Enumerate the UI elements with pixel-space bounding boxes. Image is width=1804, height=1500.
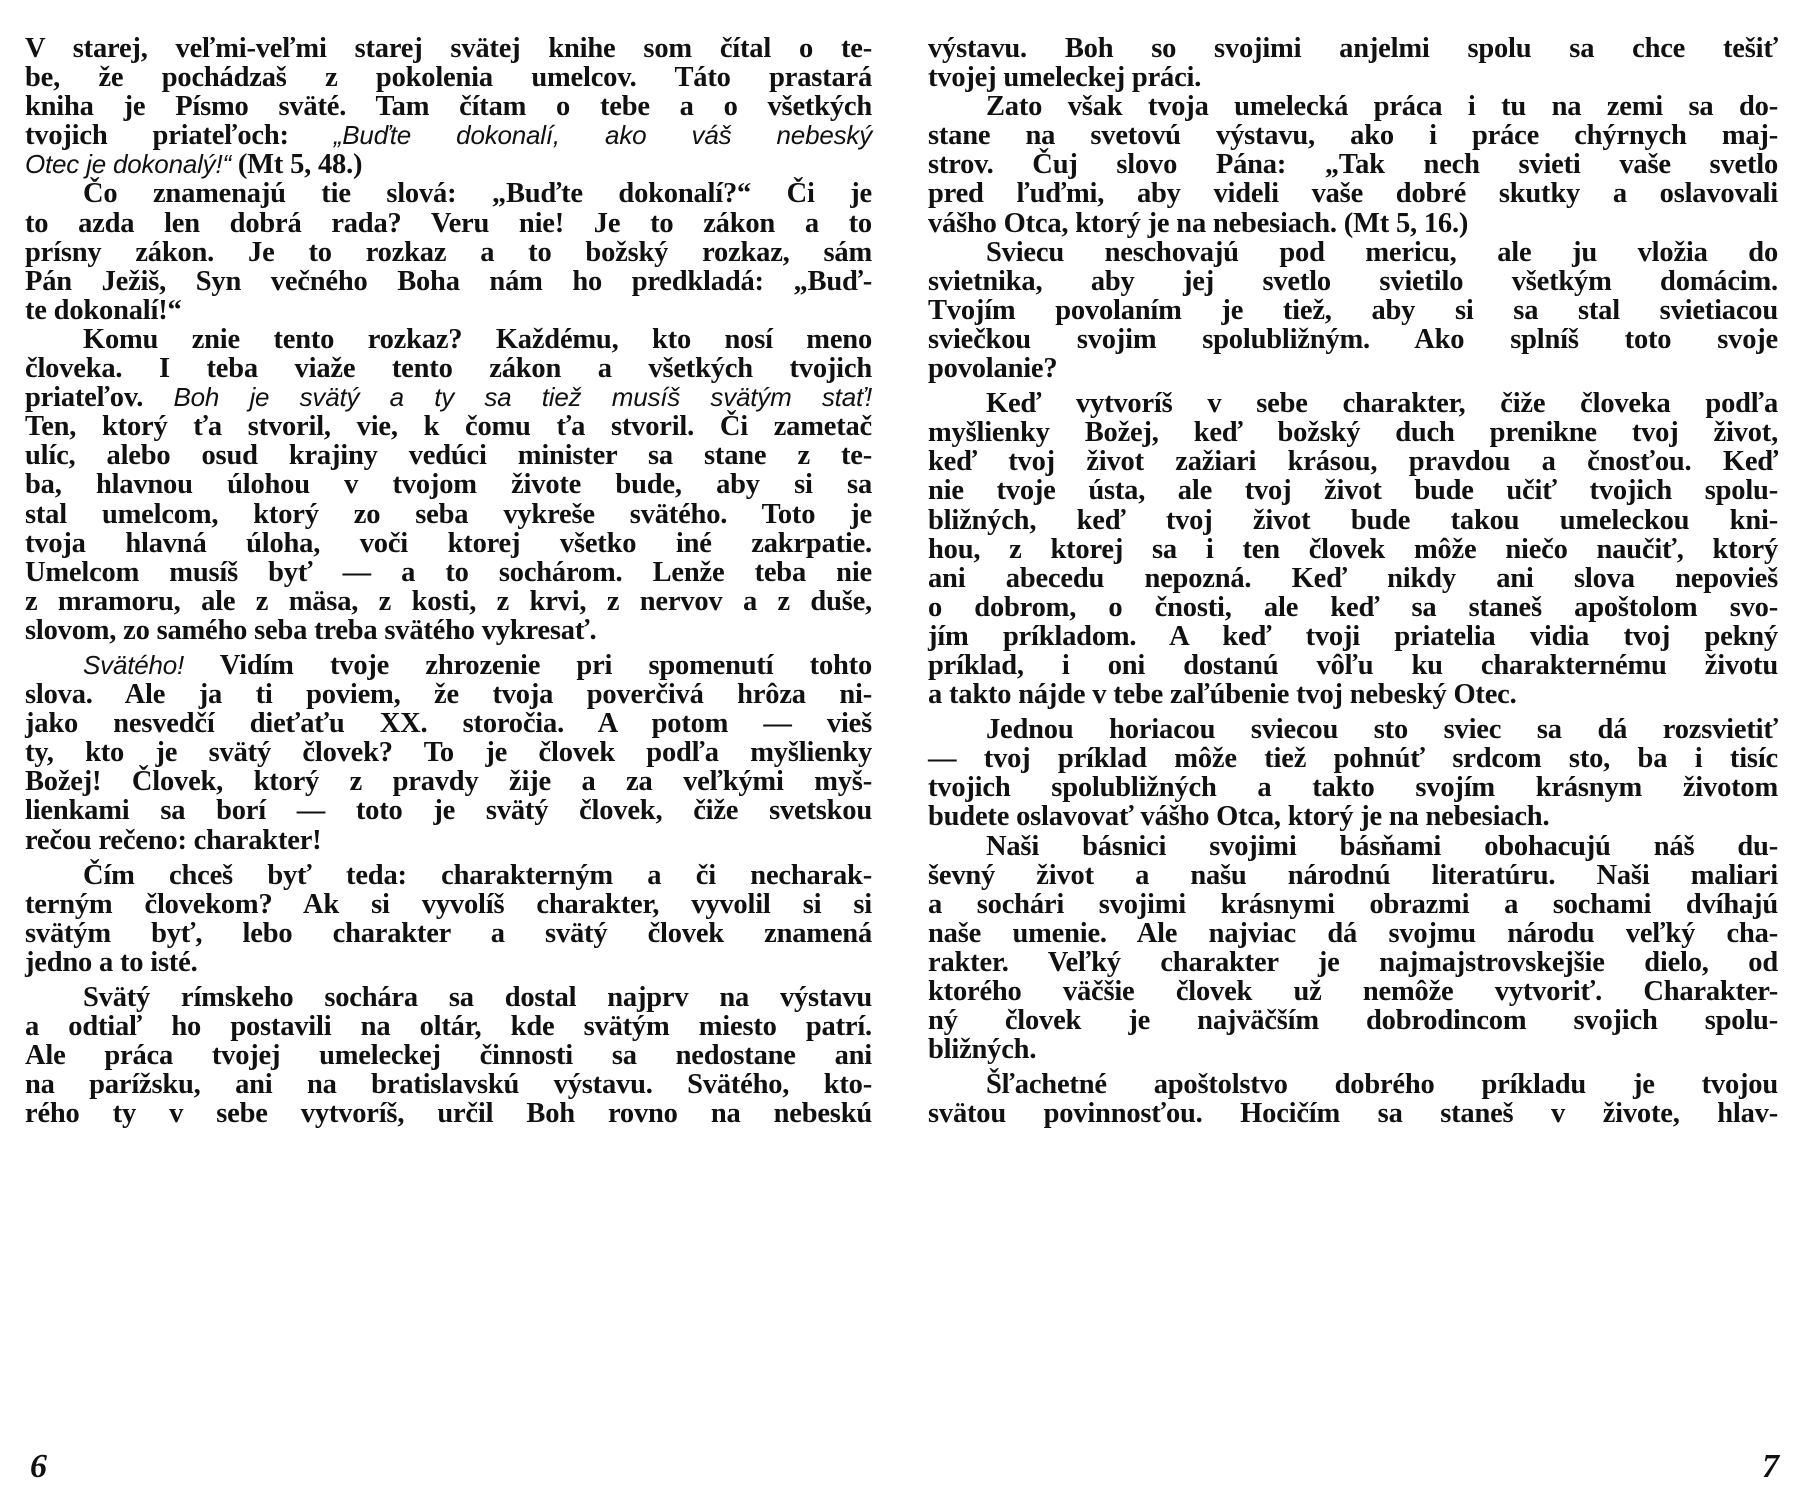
text-line (928, 1070, 1778, 1099)
text-line (928, 715, 1778, 744)
text-run: svätým byť, lebo charakter a svätý človek znamená (25, 917, 872, 949)
paragraph (25, 983, 872, 1128)
text-line (25, 63, 872, 92)
text-line (928, 861, 1778, 890)
text-line (928, 63, 1778, 92)
text-run: ani abecedu nepozná. Keď nikdy ani slova nepovieš (928, 562, 1778, 594)
text-run: te dokonalí!“ (25, 294, 182, 326)
text-run: vášho Otca, ktorý je na nebesiach. (Mt 5, 16.) (928, 207, 1469, 239)
text-line (928, 267, 1778, 296)
text-line (25, 1070, 872, 1099)
text-run: tvojich spolubližných a takto svojím krásnym životom (928, 772, 1778, 804)
text-line (25, 1012, 872, 1041)
text-run: jako nesvedčí dieťaťu XX. storočia. A potom — vieš (25, 708, 872, 740)
text-line (25, 616, 872, 645)
text-run: sviečkou svojim spolubližným. Ako splníš toto svoje (928, 323, 1778, 355)
text-run: myšlienky Božej, keď božský duch prenikne tvoj život, (928, 417, 1778, 449)
text-run: slovom, zo samého seba treba svätého vykresať. (25, 614, 597, 646)
text-run: ba, hlavnou úlohou v tvojom živote bude, aby si sa (25, 469, 872, 501)
italic-run: „Buďte dokonalí, ako váš nebeský (333, 120, 872, 151)
text-line (25, 296, 872, 325)
text-run: stane na svetovú výstavu, ako i práce chýrnych maj- (928, 120, 1778, 152)
text-line (25, 150, 872, 179)
text-run: tvojich priateľoch: (25, 120, 334, 152)
text-line (25, 890, 872, 919)
text-line (928, 179, 1778, 208)
paragraph (928, 715, 1778, 831)
text-line (928, 238, 1778, 267)
text-run: Umelcom musíš byť — a to sochárom. Lenže teba nie (25, 556, 872, 588)
text-run: jím príkladom. A keď tvoji priatelia vidia tvoj pekný (928, 620, 1778, 652)
text-line (928, 447, 1778, 476)
text-run: človeka. I teba viaže tento zákon a všetkých tvojich (25, 353, 872, 385)
text-run: terným človekom? Ak si vyvolíš charakter, vyvolil si si (25, 888, 872, 920)
text-run: bližných, keď tvoj život bude takou umeleckou kni- (928, 504, 1778, 536)
text-run: Zato však tvoja umelecká práca i tu na zemi sa do- (986, 91, 1778, 123)
text-run: Ale práca tvojej umeleckej činnosti sa nedostane ani (25, 1040, 872, 1072)
text-run: a sochári svojimi krásnymi obrazmi a sochami dvíhajú (928, 888, 1778, 920)
text-run: naše umenie. Ale najviac dá svojmu národu veľký cha- (928, 917, 1778, 949)
text-line (25, 738, 872, 767)
text-line (928, 325, 1778, 354)
text-line (25, 861, 872, 890)
text-line (928, 890, 1778, 919)
text-run: výstavu. Boh so svojimi anjelmi spolu sa chce tešiť (928, 33, 1778, 64)
text-run: slova. Ale ja ti poviem, že tvoja poverčivá hrôza ni- (25, 679, 872, 711)
text-run: budete oslavovať vášho Otca, ktorý je na nebesiach. (928, 801, 1550, 833)
text-line (928, 622, 1778, 651)
text-run: a odtiaľ ho postavili na oltár, kde svätým miesto patrí. (25, 1011, 872, 1043)
text-line (25, 796, 872, 825)
text-line (928, 564, 1778, 593)
text-line (25, 209, 872, 238)
text-run: stal umelcom, ktorý zo seba vykreše svätého. Toto je (25, 498, 872, 530)
text-line (25, 121, 872, 150)
text-line (928, 948, 1778, 977)
text-line (928, 773, 1778, 802)
text-run: rého ty v sebe vytvoríš, určil Boh rovno na nebeskú (25, 1098, 872, 1130)
text-run: Čo znamenajú tie slová: „Buďte dokonalí?“ Či je (83, 178, 872, 210)
text-run: rakter. Veľký charakter je najmajstrovskejšie dielo, od (928, 946, 1778, 978)
text-run: Šľachetné apoštolstvo dobrého príkladu je tvojou (986, 1069, 1778, 1101)
text-run: Čím chceš byť teda: charakterným a či necharak- (83, 859, 872, 891)
italic-run: Otec je dokonalý!“ (25, 149, 231, 180)
text-line (25, 383, 872, 412)
paragraph (928, 1070, 1778, 1128)
text-line (25, 325, 872, 354)
text-line (928, 832, 1778, 861)
paragraph (928, 92, 1778, 237)
text-line (25, 92, 872, 121)
text-line (928, 977, 1778, 1006)
left-text-column (25, 34, 872, 1128)
paragraph (25, 179, 872, 324)
text-line (928, 680, 1778, 709)
paragraph (928, 832, 1778, 1065)
text-line (928, 418, 1778, 447)
paragraph (928, 238, 1778, 383)
text-line (25, 354, 872, 383)
text-run: pred ľuďmi, aby videli vaše dobré skutky a oslavovali (928, 178, 1778, 210)
text-line (25, 529, 872, 558)
text-run: ktorého väčšie človek už nemôže vytvoriť. Charakter- (928, 976, 1778, 1007)
text-line (928, 209, 1778, 238)
text-run: svietnika, aby jej svetlo svietilo všetkým domácim. (928, 265, 1778, 297)
text-run: na parížsku, ani na bratislavskú výstavu. Svätého, kto- (25, 1069, 872, 1101)
text-run: be, že pochádzaš z pokolenia umelcov. Táto prastará (25, 62, 872, 94)
text-line (928, 802, 1778, 831)
paragraph (25, 861, 872, 977)
text-line (928, 744, 1778, 773)
text-run: Keď vytvoríš v sebe charakter, čiže človeka podľa (986, 388, 1778, 420)
text-line (25, 34, 872, 63)
text-run: ševný život a našu národnú literatúru. Naši maliari (928, 859, 1778, 891)
text-run: povolanie? (928, 353, 1058, 385)
text-line (25, 470, 872, 499)
text-line (928, 506, 1778, 535)
text-line (25, 267, 872, 296)
text-run: strov. Čuj slovo Pána: „Tak nech svieti vaše svetlo (928, 149, 1778, 181)
page-number-left: 6 (30, 1448, 47, 1485)
italic-run: Boh je svätý a ty sa tiež musíš svätým stať! (173, 382, 872, 413)
text-run: bližných. (928, 1034, 1037, 1066)
text-line (928, 150, 1778, 179)
text-run: Jednou horiacou sviecou sto sviec sa dá rozsvietiť (986, 714, 1778, 746)
text-run: V starej, veľmi-veľmi starej svätej knihe som čítal o te- (25, 33, 872, 64)
text-line (25, 651, 872, 680)
text-line (25, 1099, 872, 1128)
text-line (25, 558, 872, 587)
text-line (25, 826, 872, 855)
text-line (928, 476, 1778, 505)
text-run: (Mt 5, 48.) (230, 149, 363, 181)
text-line (25, 441, 872, 470)
text-line (928, 389, 1778, 418)
text-run: to azda len dobrá rada? Veru nie! Je to zákon a to (25, 207, 872, 239)
text-line (25, 709, 872, 738)
text-run: nie tvoje ústa, ale tvoj život bude učiť tvojich spolu- (928, 475, 1778, 507)
text-run: hou, z ktorej sa i ten človek môže niečo naučiť, ktorý (928, 533, 1778, 565)
paragraph (25, 651, 872, 855)
text-line (928, 593, 1778, 622)
text-line (25, 767, 872, 796)
text-run: Vidím tvoje zhrozenie pri spomenutí tohto (184, 649, 872, 681)
text-run: Svätý rímskeho sochára sa dostal najprv na výstavu (83, 982, 872, 1013)
text-run: prísny zákon. Je to rozkaz a to božský rozkaz, sám (25, 236, 872, 268)
text-line (25, 919, 872, 948)
text-line (928, 296, 1778, 325)
text-run: priateľov. (25, 382, 174, 414)
text-line (928, 121, 1778, 150)
text-run: tvoja hlavná úloha, voči ktorej všetko iné zakrpatie. (25, 527, 872, 559)
text-line (25, 412, 872, 441)
text-line (25, 238, 872, 267)
text-run: ný človek je najväčším dobrodincom svojich spolu- (928, 1005, 1778, 1037)
text-run: z mramoru, ale z mäsa, z kosti, z krvi, z nervov a z duše, (25, 585, 872, 617)
text-line (25, 680, 872, 709)
paragraph (25, 34, 872, 179)
text-run: Božej! Človek, ktorý z pravdy žije a za veľkými myš- (25, 766, 872, 798)
text-run: lienkami sa borí — toto je svätý človek, čiže svetskou (25, 795, 872, 827)
paragraph (25, 325, 872, 645)
text-run: rečou rečeno: charakter! (25, 824, 322, 856)
text-line (928, 1099, 1778, 1128)
text-line (25, 1041, 872, 1070)
text-run: kniha je Písmo sväté. Tam čítam o tebe a o všetkých (25, 91, 872, 123)
text-line (928, 34, 1778, 63)
text-line (25, 948, 872, 977)
text-line (928, 919, 1778, 948)
text-line (928, 535, 1778, 564)
text-run: svätou povinnosťou. Hocičím sa staneš v živote, hlav- (928, 1098, 1778, 1130)
text-run: Komu znie tento rozkaz? Každému, kto nosí meno (83, 323, 872, 355)
text-run: Naši básnici svojimi básňami obohacujú náš du- (986, 830, 1778, 862)
text-run: o dobrom, o čnosti, ale keď sa staneš apoštolom svo- (928, 591, 1778, 623)
text-line (928, 651, 1778, 680)
text-run: Pán Ježiš, Syn večného Boha nám ho predkladá: „Buď- (25, 265, 872, 297)
text-run: príklad, i oni dostanú vôľu ku charakternému životu (928, 649, 1778, 681)
text-run: tvojej umeleckej práci. (928, 62, 1202, 94)
text-run: keď tvoj život zažiari krásou, pravdou a čnosťou. Keď (928, 446, 1778, 478)
text-line (928, 354, 1778, 383)
text-line (25, 179, 872, 208)
text-run: Sviecu neschovajú pod mericu, ale ju vložia do (986, 236, 1778, 268)
page-number-right: 7 (1762, 1448, 1779, 1485)
text-line (25, 587, 872, 616)
text-run: Tvojím povolaním je tiež, aby si sa stal svietiacou (928, 294, 1778, 326)
italic-run: Svätého! (83, 649, 185, 680)
text-run: ty, kto je svätý človek? To je človek podľa myšlienky (25, 737, 872, 769)
text-run: jedno a to isté. (25, 946, 198, 978)
paragraph (928, 389, 1778, 709)
text-run: — tvoj príklad môže tiež pohnúť srdcom sto, ba i tisíc (928, 743, 1778, 775)
text-line (928, 1006, 1778, 1035)
text-line (25, 983, 872, 1012)
right-text-column (928, 34, 1778, 1128)
text-run: ulíc, alebo osud krajiny vedúci minister sa stane z te- (25, 440, 872, 472)
text-line (25, 500, 872, 529)
paragraph (928, 34, 1778, 92)
text-run: Ten, ktorý ťa stvoril, vie, k čomu ťa stvoril. Či zametač (25, 411, 872, 443)
text-line (928, 1035, 1778, 1064)
text-line (928, 92, 1778, 121)
text-run: a takto nájde v tebe zaľúbenie tvoj nebeský Otec. (928, 679, 1517, 711)
right-page (902, 0, 1804, 1500)
